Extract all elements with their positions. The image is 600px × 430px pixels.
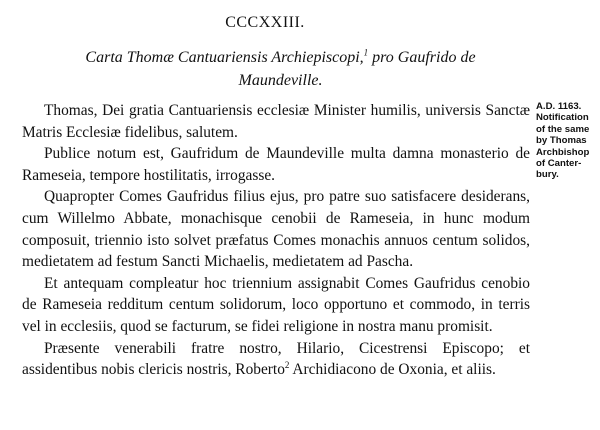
margin-line: of the same xyxy=(536,123,590,135)
margin-year: A.D. 1163. xyxy=(536,101,582,112)
charter-number-heading: CCCXXIII. xyxy=(225,14,305,31)
margin-line: Notification xyxy=(536,112,589,124)
paragraph: Et antequam compleatur hoc triennium assignabit Comes Gaufridus cenobio de Rameseia redditum centum solidorum, loco opportuno et commodo, in terris vel in ecclesiis, quod se facturum, se fidei religione in nostra manu promisit. xyxy=(22,274,530,335)
paragraph-final xyxy=(22,338,530,381)
margin-line: by Thomas xyxy=(536,135,587,147)
margin-line: bury. xyxy=(536,169,559,181)
paragraph: Publice notum est, Gaufridum de Maundeville multa damna monasterio de Rameseia, tempore hostilitatis, irrogasse. xyxy=(22,145,530,184)
final-text-before: Præsente venerabili fratre nostro, Hilario, Cicestrensi Episcopo; et assidentibus nobis clericis nostris, Roberto xyxy=(22,339,530,379)
charter-body xyxy=(22,100,530,381)
charter-title xyxy=(58,46,503,92)
margin-note xyxy=(536,101,598,181)
footnote-ref-2: 2 xyxy=(284,360,290,370)
footnote-ref-1: 1 xyxy=(363,47,369,58)
paragraph: Quapropter Comes Gaufridus filius ejus, pro patre suo satisfacere desiderans, cum Willelmo Abbate, monachisque cenobii de Rameseia, in hunc modum composuit, triennio isto solvet præfatus Comes monachis annuos centum solidos, medietatem ad festum Sancti Michaelis, medietatem ad Pascha. xyxy=(22,188,530,271)
margin-line: Archbishop xyxy=(536,146,590,158)
charter-title-continuation: pro Gaufrido de Maundeville. xyxy=(238,49,476,89)
final-text-after: Archidiacono de Oxonia, et aliis. xyxy=(292,361,496,379)
charter-title-text: Carta Thomæ Cantuariensis Archiepiscopi, xyxy=(85,49,364,66)
paragraph: Thomas, Dei gratia Cantuariensis ecclesiæ Minister humilis, universis Sanctæ Matris Ecclesiæ fidelibus, salutem. xyxy=(22,102,530,141)
margin-line: of Canter- xyxy=(536,158,582,170)
